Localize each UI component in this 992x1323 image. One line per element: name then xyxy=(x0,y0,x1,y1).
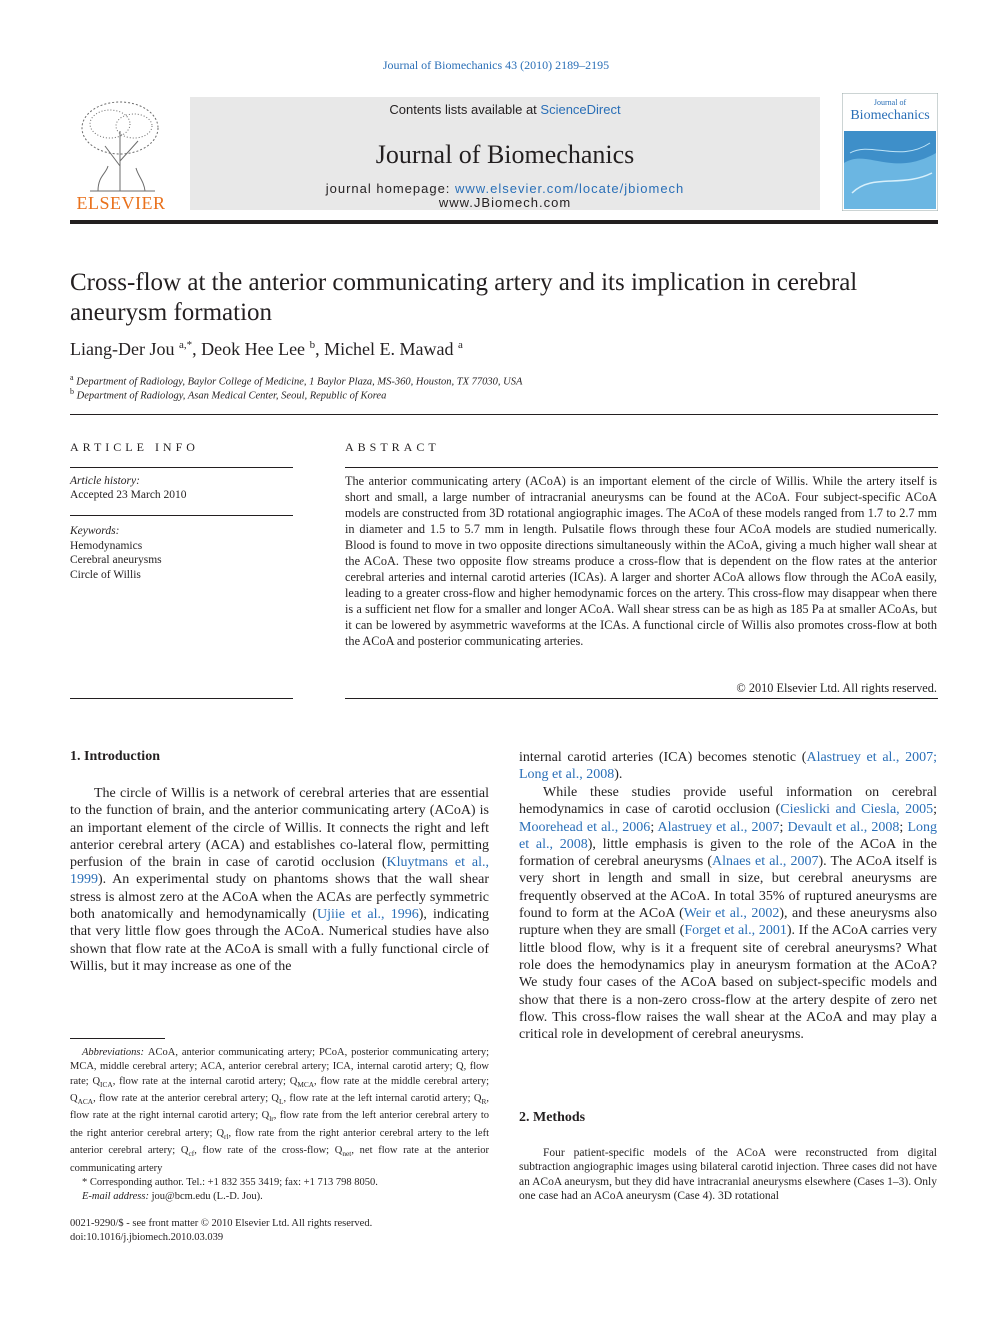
divider xyxy=(70,698,293,699)
divider xyxy=(70,414,938,415)
affiliation-b xyxy=(70,387,386,402)
doi-line[interactable]: doi:10.1016/j.jbiomech.2010.03.039 xyxy=(70,1232,224,1244)
affiliation-a xyxy=(70,373,522,388)
text-run: ), little emphasis is given to the role of the ACoA in the formation of cerebral aneurysms ( xyxy=(519,836,937,870)
author-sup: a,* xyxy=(178,339,193,351)
keywords-label: Keywords: xyxy=(70,525,120,537)
affiliation-text: Department of Radiology, Asan Medical Center, Seoul, Republic of Korea xyxy=(76,390,387,402)
header-rule xyxy=(70,220,938,224)
journal-title: Journal of Biomechanics xyxy=(375,140,635,169)
subscript: net xyxy=(342,1149,352,1159)
text-run: ACoA, anterior communicating artery; PCoA, posterior communicating artery; MCA, middle cerebral artery; ACA, anterior cerebral artery; ICA, internal carotid artery; Q, flow rate; Q xyxy=(70,1047,490,1087)
cover-title-line2: Biomechanics xyxy=(850,108,930,123)
text-run: ), and these aneurysms also rupture when they are small ( xyxy=(519,906,937,939)
cover-title-line1: Journal of xyxy=(873,98,907,107)
subscript: ACA xyxy=(77,1097,94,1107)
article-info-heading: ARTICLE INFO xyxy=(70,440,199,454)
affiliation-sup: a xyxy=(70,373,74,382)
homepage-label: journal homepage: xyxy=(325,181,456,196)
divider xyxy=(70,467,293,468)
subscript: L xyxy=(279,1097,284,1107)
subscript: rl xyxy=(224,1131,229,1141)
issn-block xyxy=(70,1217,372,1246)
keyword: Circle of Willis xyxy=(70,568,141,581)
reference-link[interactable]: Ujiie et al., 1996 xyxy=(317,907,419,923)
abbreviations-label: Abbreviations: xyxy=(82,1047,148,1058)
text-run: ). xyxy=(614,767,623,783)
text-run: , flow rate from the left anterior cerebral artery to the right anterior cerebral artery; Q xyxy=(70,1110,490,1139)
abstract-copyright: © 2010 Elsevier Ltd. All rights reserved. xyxy=(736,681,937,695)
text-run: , flow rate at the anterior cerebral artery; Q xyxy=(93,1092,279,1104)
email-value[interactable]: jou@bcm.edu (L.-D. Jou). xyxy=(151,1191,263,1203)
subscript: lr xyxy=(269,1114,274,1124)
author-sup: b xyxy=(309,339,316,351)
text-run: ). If the ACoA carries very little blood flow, why is it a frequent site of cerebral aneurysms? What role does the hemodynamics play in aneurysm formation at the ACoA? We study four cases of the ACoA based on subject-specific models and show that there is a non-zero cross-flow at the artery despite of zero net flow. This cross-flow raises the wall shear at the ACoA and may play a critical role in development of cerebral aneurysms. xyxy=(519,923,937,1043)
email-label: E-mail address: xyxy=(82,1191,152,1203)
homepage-line xyxy=(190,181,820,196)
reference-link[interactable]: Alastruey et al., 2007; Long et al., 2008 xyxy=(519,750,937,783)
reference-link[interactable]: Devault et al., 2008 xyxy=(787,819,900,835)
divider xyxy=(345,467,938,468)
sciencedirect-link[interactable]: ScienceDirect xyxy=(540,102,621,117)
text-run: ; xyxy=(933,802,937,818)
history-value: Accepted 23 March 2010 xyxy=(70,489,187,501)
subscript: R xyxy=(481,1097,487,1107)
reference-link[interactable]: Cieslicki and Ciesla, 2005 xyxy=(780,802,934,818)
author-list: Liang-Der Jou $^{a,*}$, Deok Hee Lee $^b$, Michel E. Mawad $^a$ xyxy=(70,339,463,359)
homepage-link-2[interactable]: www.JBiomech.com xyxy=(438,195,572,210)
publisher-wordmark: ELSEVIER xyxy=(76,193,166,213)
author-name: Liang-Der Jou xyxy=(70,339,175,359)
corresponding-author-note: * Corresponding author. Tel.: +1 832 355 3419; fax: +1 713 798 8050. xyxy=(82,1176,378,1188)
reference-link[interactable]: Long et al., 2008 xyxy=(519,819,937,852)
divider xyxy=(70,515,293,516)
text-run: , flow rate at the internal carotid artery; Q xyxy=(112,1075,298,1087)
issn-line: 0021-9290/$ - see front matter © 2010 Elsevier Ltd. All rights reserved. xyxy=(70,1218,373,1229)
section-heading-methods: 2. Methods xyxy=(519,1110,586,1125)
text-run: ). An experimental study on phantoms shows that the wall shear stress is almost zero at the ACoA when the ACAs are perfectly symmetric both anatomically and hemodynamically ( xyxy=(70,872,489,923)
text-run: , flow rate at the middle cerebral artery; Q xyxy=(70,1075,490,1104)
subscript: ICA xyxy=(100,1079,113,1089)
subscript: cf xyxy=(188,1149,195,1159)
history-label: Article history: xyxy=(70,475,140,487)
text-run: , flow rate at the left internal carotid artery; Q xyxy=(283,1092,482,1104)
text-run: , flow rate from the right anterior cerebral artery to the left anterior cerebral artery; Q xyxy=(70,1127,490,1157)
reference-link[interactable]: Alnaes et al., 2007 xyxy=(711,854,819,870)
text-run: , flow rate of the cross-flow; Q xyxy=(194,1145,343,1157)
text-run: The circle of Willis is a network of cerebral arteries that are essential to the function of brain, and the anterior communicating artery (ACoA) is an important element of the circle of Willis. It connects the right and left anterior cerebral artery (ACA) and establishes co-lateral flow, permitting perfusion of the brain in case of carotid occlusion ( xyxy=(70,786,489,871)
keyword: Cerebral aneurysms xyxy=(70,554,162,567)
text-run: ; xyxy=(650,819,658,835)
abstract-text: The anterior communicating artery (ACoA) is an important element of the circle of Willis. While the artery itself is short and small, a large number of intracranial aneurysms can be found at the ACoA. Four subject-specific ACoA models are constructed from 3D rotational angiographic images. The ACoA of these models ranged from 1.7 to 2.7 mm in diameter and 1.5 to 5.7 mm in length. Pulsatile flows through these four ACoA models are studied numerically. Blood is found to move in two opposite directions simultaneously within the ACoA, giving a much higher wall shear at the ACoA. These two opposite flow streams produce a cross-flow that is dependent on the flow rates at the anterior cerebral arteries and internal carotid arteries (ICAs). A larger and shorter ACoA allows flow through the ACoA easily, leading to a greater cross-flow and higher hemodynamic forces on the artery. This cross-flow may disappear when there is a sufficient net flow for a smaller and longer ACoA. Wall shear stress can be as high as 185 Pa at smaller ACoAs, but it can be lowered by asymmetric waveforms at the ICAs. A functional circle of Willis also promotes cross-flow at both the ACoA and posterior communicating arteries. xyxy=(345,474,937,648)
abbreviations-footnote xyxy=(70,1046,489,1176)
abstract-heading: ABSTRACT xyxy=(345,440,440,454)
intro-paragraph-2 xyxy=(519,784,937,1043)
intro-paragraph-1 xyxy=(70,785,489,975)
reference-link[interactable]: Moorehead et al., 2006 xyxy=(519,819,651,835)
email-note xyxy=(70,1190,489,1204)
keywords-list xyxy=(70,539,162,582)
footnotes xyxy=(70,1046,489,1204)
subscript: MCA xyxy=(297,1079,315,1089)
reference-link[interactable]: Forget et al., 2001 xyxy=(684,923,787,939)
text-run: While these studies provide useful information on cerebral hemodynamics in case of carotid occlusion ( xyxy=(519,785,937,818)
author-name: Michel E. Mawad xyxy=(324,339,454,359)
footnote-rule xyxy=(70,1038,165,1039)
article-title: Cross-flow at the anterior communicating artery and its implication in cerebral aneurysm formation xyxy=(70,269,858,326)
divider xyxy=(345,698,938,699)
affiliation-sup: b xyxy=(70,387,74,396)
reference-link[interactable]: Kluytmans et al., 1999 xyxy=(70,855,489,888)
section-heading-introduction: 1. Introduction xyxy=(70,749,160,764)
text-run: , flow rate at the right internal carotid artery; Q xyxy=(70,1092,489,1122)
reference-link[interactable]: Weir et al., 2002 xyxy=(683,906,780,922)
text-run: ; xyxy=(899,819,908,835)
text-run: ; xyxy=(779,819,788,835)
journal-citation[interactable]: Journal of Biomechanics 43 (2010) 2189–2195 xyxy=(382,58,610,72)
text-run: internal carotid arteries (ICA) becomes stenotic ( xyxy=(519,750,807,765)
contents-prefix: Contents lists available at xyxy=(389,102,541,117)
contents-line xyxy=(190,102,820,117)
reference-link[interactable]: Alastruey et al., 2007 xyxy=(657,819,780,835)
text-run: ), indicating that very little flow goes through the ACoA. Numerical studies have also shown that flow rate at the ACoA is small with a fully functional circle of Willis, but it may increase as one of the xyxy=(70,907,490,974)
affiliation-text: Department of Radiology, Baylor College of Medicine, 1 Baylor Plaza, MS-360, Houston, TX 77030, USA xyxy=(76,376,523,388)
methods-paragraph: Four patient-specific models of the ACoA were reconstructed from digital subtraction angiographic images using bilateral carotid injection. Three cases did not have an ACoA aneurysm, but they did have intracranial aneurysms elsewhere (Cases 1–3). Only one case had an ACoA aneurysm (Case 4). 3D rotational xyxy=(519,1147,937,1202)
intro-paragraph-continued xyxy=(519,749,937,784)
journal-cover-thumbnail xyxy=(842,93,938,211)
homepage-link[interactable]: www.elsevier.com/locate/jbiomech xyxy=(455,181,685,196)
author-name: Deok Hee Lee xyxy=(201,339,306,359)
author-sup: a xyxy=(458,339,463,351)
text-run: ). The ACoA itself is very short in length and small in size, but cerebral aneurysms are frequently observed at the ACoA. In total 35% of ruptured aneurysms are found to form at the ACoA ( xyxy=(519,854,937,922)
keyword: Hemodynamics xyxy=(70,540,143,552)
text-run: , net flow rate at the anterior communicating artery xyxy=(70,1145,489,1174)
